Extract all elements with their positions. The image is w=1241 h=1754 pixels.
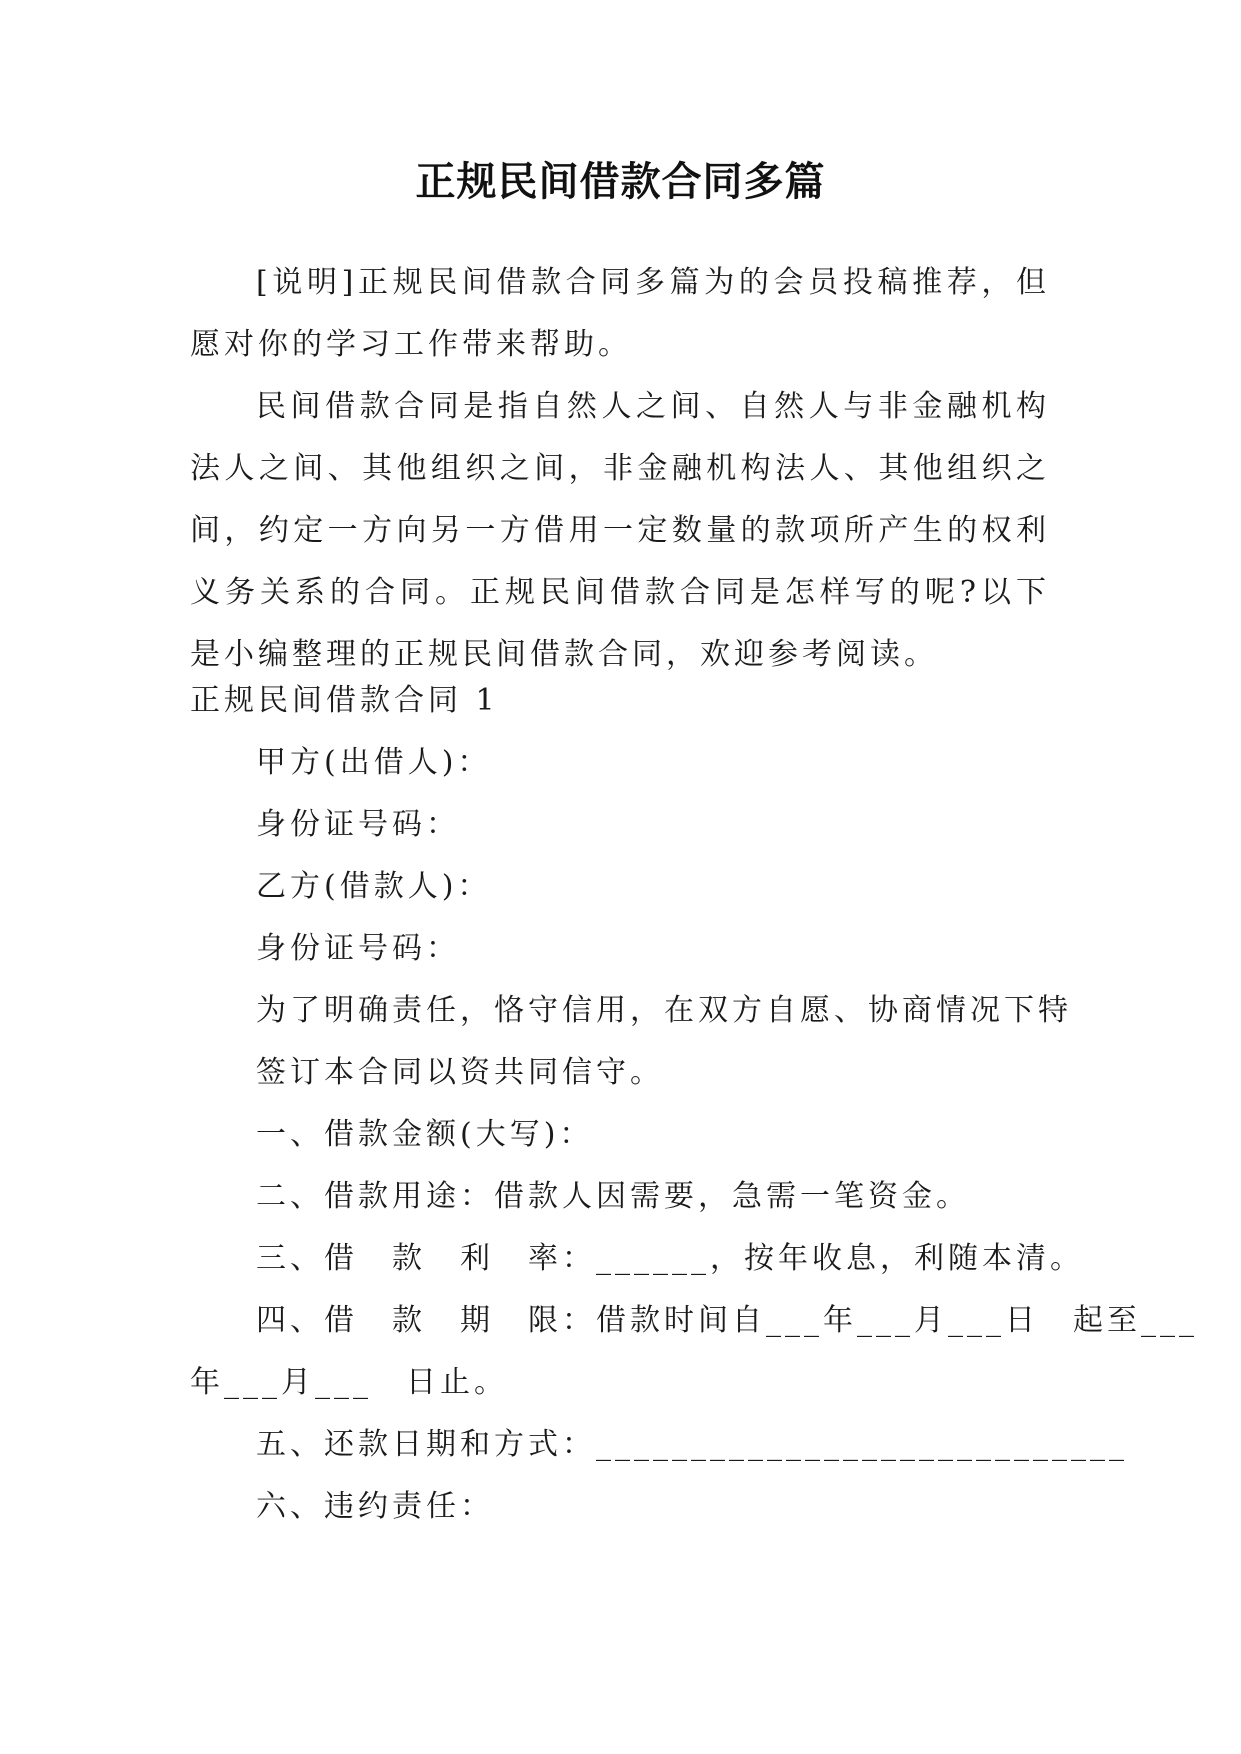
party-a-line: 甲方(出借人)： bbox=[256, 745, 492, 780]
contract-section bbox=[190, 670, 1198, 1538]
contract-heading: 正规民间借款合同 1 bbox=[190, 683, 499, 718]
intro-section bbox=[190, 252, 1050, 686]
preamble-line-1: 为了明确责任，恪守信用，在双方自愿、协商情况下特 bbox=[256, 993, 1072, 1028]
clause-interest-rate: 三、借 款 利 率：______，按年收息，利随本清。 bbox=[256, 1241, 1084, 1276]
clause-amount: 一、借款金额(大写)： bbox=[256, 1117, 594, 1152]
intro-description: 民间借款合同是指自然人之间、自然人与非金融机构法人之间、其他组织之间，非金融机构法人、其他组织之间，约定一方向另一方借用一定数量的款项所产生的权利义务关系的合同。正规民间借款合同是怎样写的呢?以下是小编整理的正规民间借款合同，欢迎参考阅读。 bbox=[190, 389, 1050, 672]
clause-purpose: 二、借款用途：借款人因需要，急需一笔资金。 bbox=[256, 1179, 970, 1214]
clause-breach: 六、违约责任： bbox=[256, 1489, 494, 1524]
party-b-id-line: 身份证号码： bbox=[256, 931, 460, 966]
document-title: 正规民间借款合同多篇 bbox=[415, 158, 826, 205]
clause-term-line-2: 年___月___ 日止。 bbox=[190, 1365, 508, 1400]
clause-repayment: 五、还款日期和方式：____________________________ bbox=[256, 1427, 1128, 1462]
preamble-line-2: 签订本合同以资共同信守。 bbox=[256, 1055, 664, 1090]
intro-note: [说明]正规民间借款合同多篇为的会员投稿推荐，但愿对你的学习工作带来帮助。 bbox=[190, 265, 1050, 362]
clause-term-line-1: 四、借 款 期 限：借款时间自___年___月___日 起至___ bbox=[256, 1303, 1198, 1338]
party-a-id-line: 身份证号码： bbox=[256, 807, 460, 842]
party-b-line: 乙方(借款人)： bbox=[256, 869, 492, 904]
